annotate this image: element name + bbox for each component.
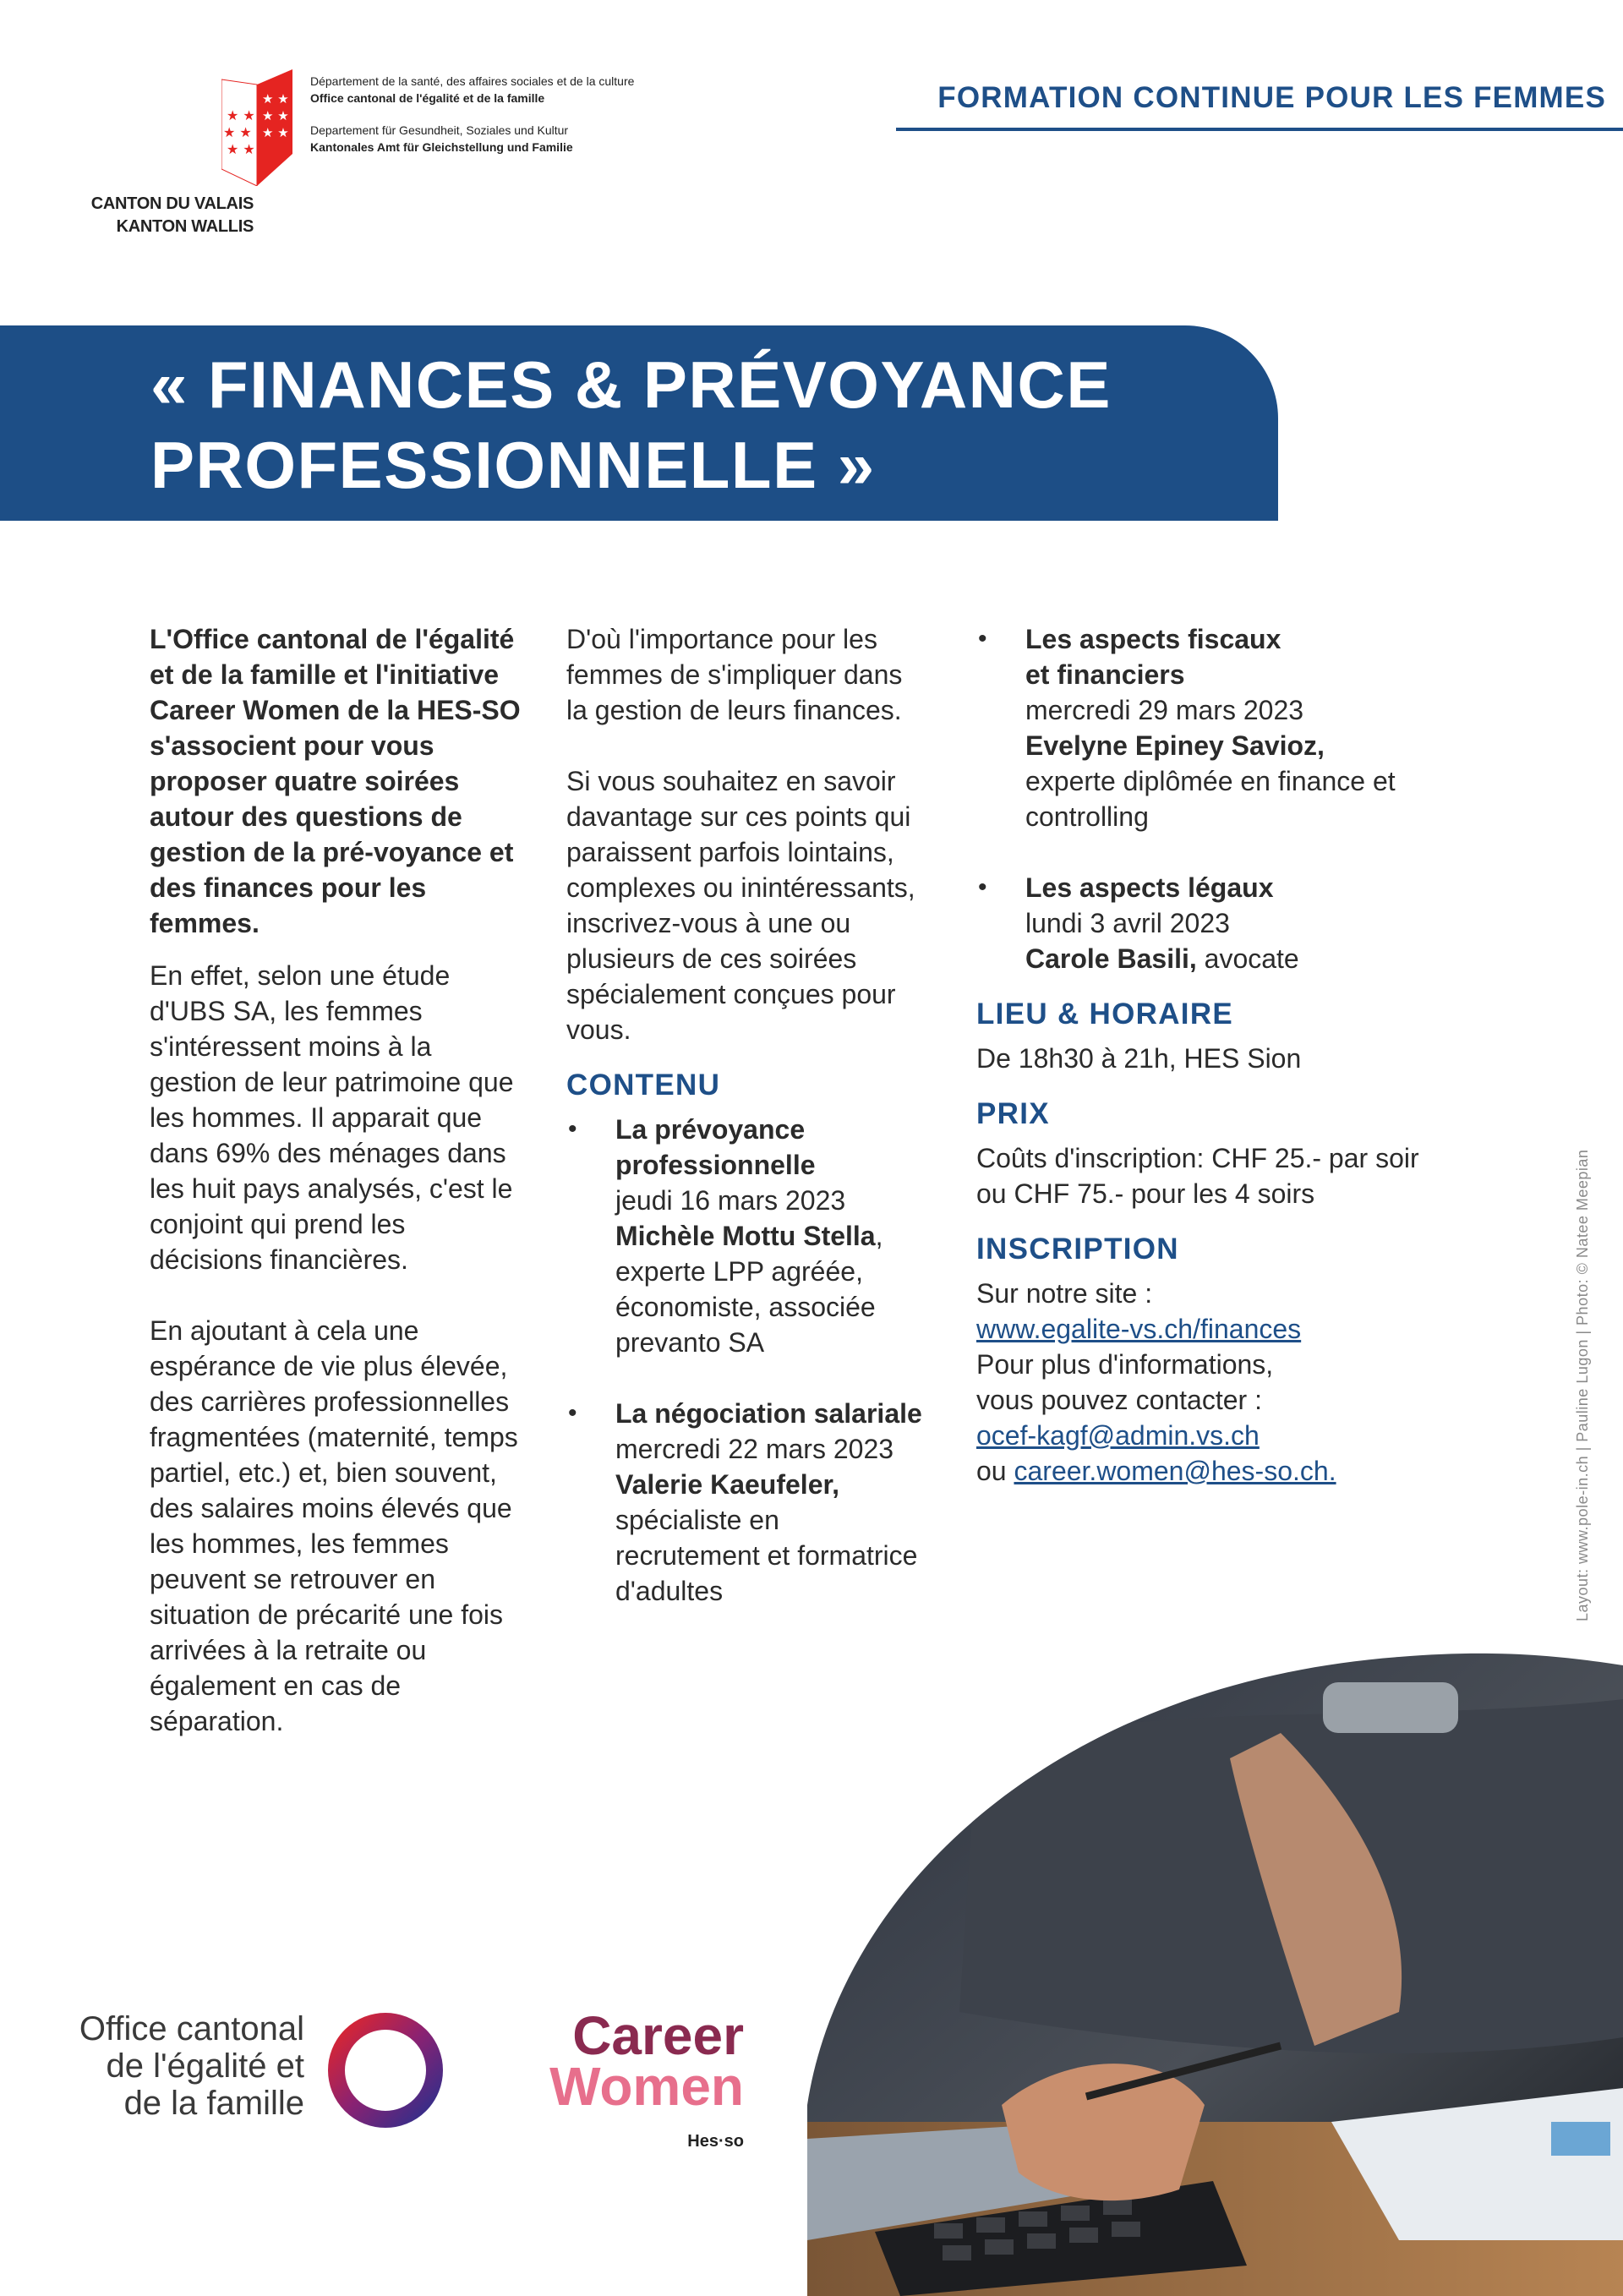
page-tagline: FORMATION CONTINUE POUR LES FEMMES	[937, 81, 1606, 114]
svg-text:★ ★ ★: ★ ★ ★	[223, 124, 269, 140]
session-speaker: Michèle Mottu Stella	[615, 1221, 876, 1251]
importance-paragraph: D'où l'importance pour les femmes de s'impliquer dans la gestion de leurs finances.	[566, 624, 903, 725]
speaker-separator: ,	[875, 1221, 883, 1251]
session-speaker: Carole Basili,	[1025, 943, 1197, 974]
session-date: jeudi 16 mars 2023	[615, 1185, 846, 1216]
prix-heading: PRIX	[976, 1097, 1050, 1130]
session-title: Les aspects légaux	[1025, 872, 1274, 903]
session-list-1	[566, 1112, 930, 1609]
layout-photo-credit: Layout: www.pole-in.ch | Pauline Lugon | Photo: © Natee Meepian	[1574, 1149, 1591, 1621]
intro-paragraph: L'Office cantonal de l'égalité et de la famille et l'initiative Career Women de la HES-SO s'associent pour vous proposer quatre soirées autour des questions de gestion de la pré-voyance et des finances pour les femmes.	[150, 624, 521, 938]
registration-link[interactable]: www.egalite-vs.ch/finances	[976, 1314, 1302, 1344]
session-role: experte diplômée en finance et controlling	[1025, 766, 1396, 832]
hesso-logo: Hes·so	[687, 2132, 744, 2151]
svg-text:★ ★: ★ ★	[262, 91, 289, 107]
session-title: La négociation salariale	[615, 1398, 922, 1429]
ocef-logo-text	[51, 2010, 304, 2122]
column-intro	[150, 621, 522, 1739]
session-speaker: Evelyne Epiney Savioz,	[1025, 730, 1325, 761]
contenu-heading: CONTENU	[566, 1069, 721, 1102]
svg-text:★ ★: ★ ★	[262, 125, 289, 140]
canton-name	[85, 193, 254, 238]
prix-text: Coûts d'inscription: CHF 25.- par soir ou CHF 75.- pour les 4 soirs	[976, 1143, 1419, 1209]
bullet-icon: •	[568, 1115, 577, 1143]
body-paragraph-1: En effet, selon une étude d'UBS SA, les femmes s'intéressent moins à la gestion de leur patrimoine que les hommes. Il apparait que dans 69% des ménages dans les huit pays analysés, c'est le conjoint qui prend les décisions financières.	[150, 960, 514, 1275]
ocef-line-2: de l'égalité et	[106, 2047, 304, 2085]
session-list-2	[976, 621, 1450, 976]
svg-text:★ ★: ★ ★	[227, 107, 255, 123]
cw-career: Career	[572, 2005, 744, 2066]
session-item	[976, 621, 1450, 834]
lieu-heading: LIEU & HORAIRE	[976, 998, 1234, 1030]
session-title: La prévoyance professionnelle	[615, 1114, 816, 1180]
inscription-heading: INSCRIPTION	[976, 1233, 1179, 1266]
session-title: Les aspects fiscaux et financiers	[1025, 624, 1281, 690]
office-fr-line: Office cantonal de l'égalité et de la famille	[310, 91, 545, 105]
career-women-logo	[507, 2005, 744, 2117]
session-role: spécialiste en recrutement et formatrice d'adultes	[615, 1505, 918, 1606]
cw-women: Women	[549, 2056, 744, 2117]
tagline-underline	[896, 128, 1623, 131]
session-date: lundi 3 avril 2023	[1025, 908, 1230, 938]
title-line-1: « FINANCES & PRÉVOYANCE	[150, 347, 1112, 422]
canton-de: KANTON WALLIS	[116, 217, 254, 236]
email-link-ocef[interactable]: ocef-kagf@admin.vs.ch	[976, 1420, 1260, 1451]
session-role: avocate	[1204, 943, 1299, 974]
body-paragraph-2: En ajoutant à cela une espérance de vie plus élevée, des carrières professionnelles fragmentées (maternité, temps partiel, etc.) et, bien souvent, des salaires moins élevés que les hommes, les femmes peuvent se retrouver en situation de précarité une fois arrivées à la retraite ou également en cas de séparation.	[150, 1315, 518, 1736]
ocef-line-1: Office cantonal	[79, 2010, 304, 2047]
or-text: ou	[976, 1456, 1007, 1486]
department-block	[310, 73, 665, 156]
lieu-text: De 18h30 à 21h, HES Sion	[976, 1043, 1302, 1074]
office-de-line: Kantonales Amt für Gleichstellung und Familie	[310, 140, 573, 154]
title-line-2: PROFESSIONNELLE »	[150, 428, 876, 502]
dept-fr-line: Département de la santé, des affaires sociales et de la culture	[310, 74, 635, 88]
session-item	[566, 1112, 930, 1360]
contact-text: Pour plus d'informations, vous pouvez contacter :	[976, 1349, 1274, 1415]
bullet-icon: •	[978, 625, 987, 653]
invite-paragraph: Si vous souhaitez en savoir davantage sur ces points qui paraissent parfois lointains, complexes ou inintéressants, inscrivez-vous à une ou plusieurs de ces soirées spécialement conçues pour vous.	[566, 766, 915, 1045]
site-label: Sur notre site :	[976, 1278, 1153, 1309]
session-role: experte LPP agréée, économiste, associée prevanto SA	[615, 1256, 876, 1358]
session-date: mercredi 22 mars 2023	[615, 1434, 894, 1464]
svg-text:★ ★: ★ ★	[262, 108, 289, 123]
email-link-careerwomen[interactable]: career.women@hes-so.ch.	[1014, 1456, 1336, 1486]
bullet-icon: •	[568, 1399, 577, 1427]
canton-fr: CANTON DU VALAIS	[90, 194, 254, 213]
calculator-photo	[807, 1648, 1623, 2296]
session-item	[976, 870, 1450, 976]
svg-text:★ ★: ★ ★	[227, 141, 255, 157]
valais-coat-of-arms-icon	[221, 69, 292, 186]
column-middle	[566, 621, 930, 1644]
dept-de-line: Departement für Gesundheit, Soziales und Kultur	[310, 123, 569, 137]
ocef-line-3: de la famille	[123, 2085, 304, 2122]
session-speaker: Valerie Kaeufeler,	[615, 1469, 840, 1500]
session-item	[566, 1396, 930, 1609]
column-right	[976, 621, 1450, 1489]
bullet-icon: •	[978, 873, 987, 901]
page-title	[150, 345, 1249, 506]
ocef-ring-logo-icon	[327, 2012, 444, 2129]
session-date: mercredi 29 mars 2023	[1025, 695, 1304, 725]
